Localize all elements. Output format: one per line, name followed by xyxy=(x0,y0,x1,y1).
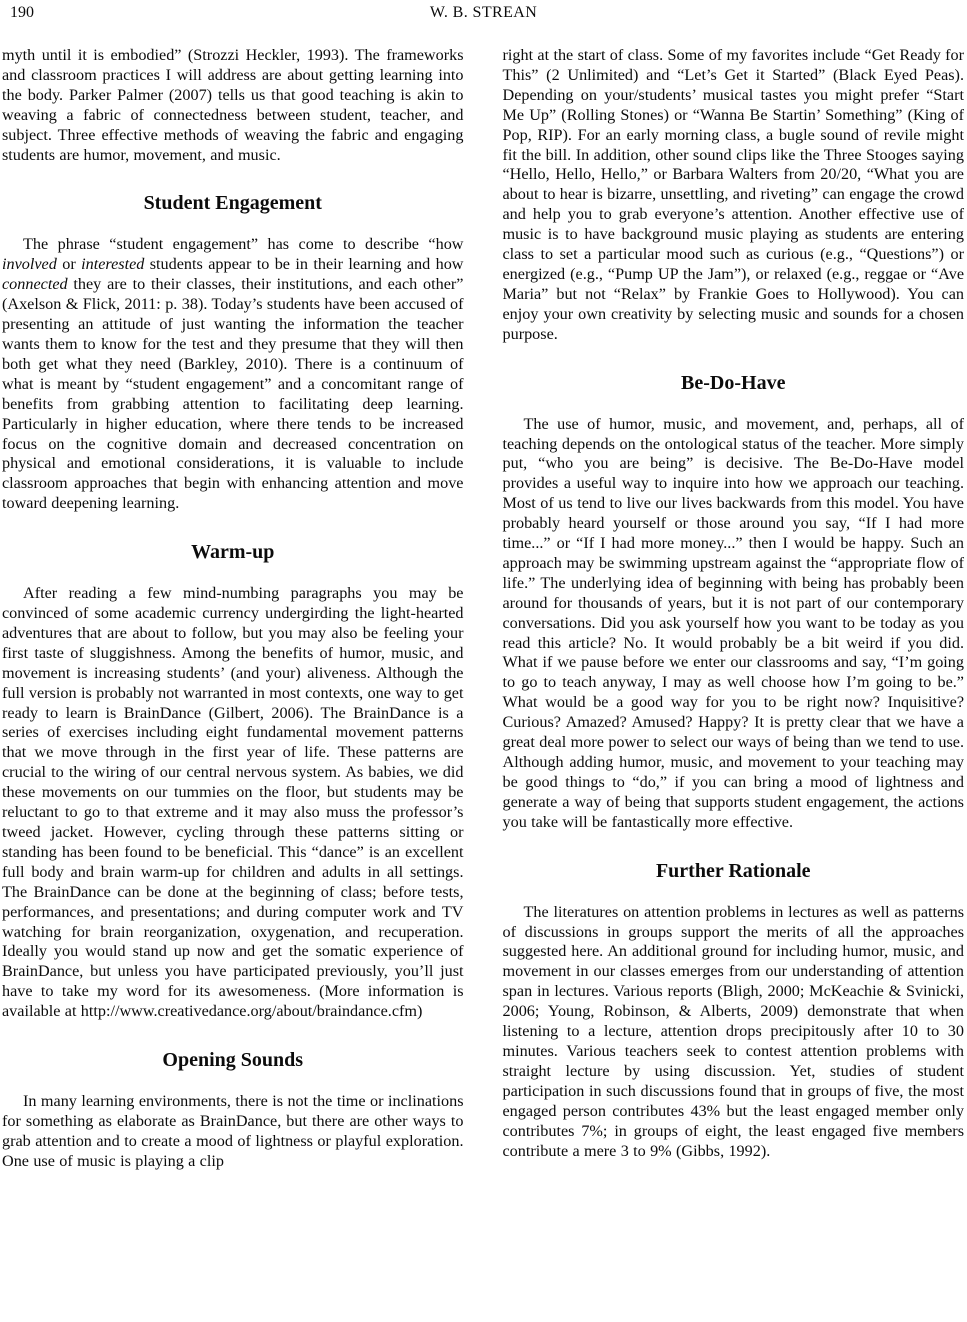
right-column xyxy=(503,46,965,1172)
be-do-have-paragraph: The use of humor, music, and movement, and, perhaps, all of teaching depends on the ontological status of the teacher. More simply put, “who you are being” is decisive. The Be-Do-Have model provides a useful way to inquire into how we approach our teaching. Most of us tend to live our lives backwards from this model. You have probably heard yourself or those around you say, “If I had more time...” or “If I had more money...” then I would be happy. Such an approach may be swimming upstream against the “appropriate flow of life.” The underlying idea of beginning with being has probably been around for thousands of years, but it is not part of our contemporary conversations. Did you ask yourself how you want to be today as you read this article? No. It would probably be a bit weird if you did. What if we pause before we enter our classrooms and say, “I’m going to go to teach anyway, I may as well choose how I’m going to be.” What would be a good way for you to be right now? Inquisitive? Curious? Amazed? Amused? Happy? It is pretty clear that we have a great deal more power to select our ways of being than we tend to use. Although adding humor, music, and movement to your teaching may be good things to “do,” if you can bring a mood of lightness and generate a way of being that supports student engagement, the actions you take will be fantastically more effective. xyxy=(502,414,964,831)
continuation-paragraph: myth until it is embodied” (Strozzi Heckler, 1993). The frameworks and classroom practices I will address are about getting learning into the body. Parker Palmer (2007) tells us that good teaching is akin to weaving a fabric of connectedness between student, teacher, and subject. Three effective methods of weaving the fabric and engaging students are humor, movement, and music. xyxy=(2,46,464,164)
page-header xyxy=(0,0,967,32)
left-column xyxy=(2,46,464,1172)
heading-student-engagement: Student Engagement xyxy=(143,192,322,215)
text-run: they are to their classes, their institutions, and each other” (Axelson & Flick, 2011: p. 38). Today’s students have been accused of presenting an attitude of just wanting the information the teacher wants them to know for the test and they presume that they will then both get what they need (Barkley, 2010). There is a continuum of what is meant by “student engagement” and a concomitant range of benefits from grabbing attention to facilitating deep learning. Particularly in higher education, where there tends to be increased focus on the cognitive domain and decreased concentration on physical and emotional considerations, it is valuable to include classroom approaches that begin with enhancing attention and move toward deepening learning. xyxy=(2,275,464,513)
page-number: 190 xyxy=(10,4,34,21)
text-run: or xyxy=(56,255,82,274)
student-engagement-paragraph xyxy=(2,235,464,514)
running-head: W. B. STREAN xyxy=(429,4,538,21)
opening-sounds-paragraph: In many learning environments, there is not the time or inclinations for something as elaborate as BrainDance, but there are other ways to grab attention and to create a mood of lightness or playful exploration. One use of music is playing a clip xyxy=(2,1092,464,1170)
heading-further-rationale: Further Rationale xyxy=(655,859,811,882)
italic-word: interested xyxy=(81,255,145,274)
two-column-body xyxy=(0,32,967,1172)
italic-word: involved xyxy=(2,255,57,274)
heading-warm-up: Warm-up xyxy=(191,541,275,564)
warm-up-paragraph: After reading a few mind-numbing paragraphs you may be convinced of some academic currency undergirding the light-hearted adventures that are about to follow, but you may also be feeling your first taste of sluggishness. Among the benefits of humor, music, and movement is increasing students’ (and your) aliveness. Although the full version is probably not warranted in most contexts, one way to get ready to learn is BrainDance (Gilbert, 2006). The BrainDance is a series of exercises including eight fundamental movement patterns that we move through in the first year of life. These patterns are crucial to the wiring of our central nervous system. As babies, we did these movements on our tummies on the floor, but students may be reluctant to go to that extreme and it may also muss the professor’s tweed jacket. However, cycling through these patterns sitting or standing has been found to be beneficial. This “dance” is an excellent full body and brain warm-up for children and adults in all settings. The BrainDance can be done at the beginning of class; before tests, performances, and presentations; and during computer work and TV watching for brain reorganization, oxygenation, and recuperation. Ideally you would stand up now and get the somatic experience of BrainDance, but unless you have participated previously, you’ll just have to take my word for its awesomeness. (More information is available at http://www.creativedance.org/about/braindance.cfm) xyxy=(2,584,464,1021)
text-run: The phrase “student engagement” has come to describe “how xyxy=(23,235,464,254)
heading-be-do-have: Be-Do-Have xyxy=(681,371,786,394)
italic-word: connected xyxy=(2,275,68,294)
opening-sounds-continuation-paragraph: right at the start of class. Some of my favorites include “Get Ready for This” (2 Unlimited) and “Let’s Get it Started” (Black Eyed Peas). Depending on your/students’ musical tastes you might prefer “Start Me Up” (Rolling Stones) or “Wanna Be Startin’ Something” (King of Pop, RIP). For an early morning class, a bugle sound of revile might fit the bill. In addition, other sound clips like the Three Stooges saying “Hello, Hello, Hello,” or Barbara Walters from 20/20, “What you are about to hear is bizarre, unsettling, and riveting” can engage the crowd and help you to grab everyone’s attention. Another effective use of music is to have background music playing as students are entering class to set a particular mood such as curious (e.g., “Questions”) or energized (e.g., “Pump UP the Jam”), or relaxed (e.g., reggae or “Ave Maria” but not “Relax” by Frankie Goes to Hollywood). You can enjoy your own creativity by selecting music and sounds for a chosen purpose. xyxy=(502,46,965,343)
text-run: students appear to be in their learning and how xyxy=(144,255,464,274)
further-rationale-paragraph: The literatures on attention problems in lectures as well as patterns of discussions in groups support the merits of all the approaches suggested here. An additional ground for including humor, music, and movement in our classes emerges from our understanding of attention span in lectures. Various reports (Bligh, 2000; McKeachie & Svinicki, 2006; Young, Robinson, & Alberts, 2009) demonstrate that when listening to a lecture, attention drops precipitously after 10 to 30 minutes. Various teachers seek to contest attention problems with straight lecture by using discussion. Yet, studies of student participation in such discussions found that in groups of five, the most engaged person contributes 43% but the least engaged member only contributes 7%; in groups of eight, the least engaged five members contribute a mere 3 to 9% (Gibbs, 1992). xyxy=(502,902,964,1160)
heading-opening-sounds: Opening Sounds xyxy=(162,1049,304,1072)
